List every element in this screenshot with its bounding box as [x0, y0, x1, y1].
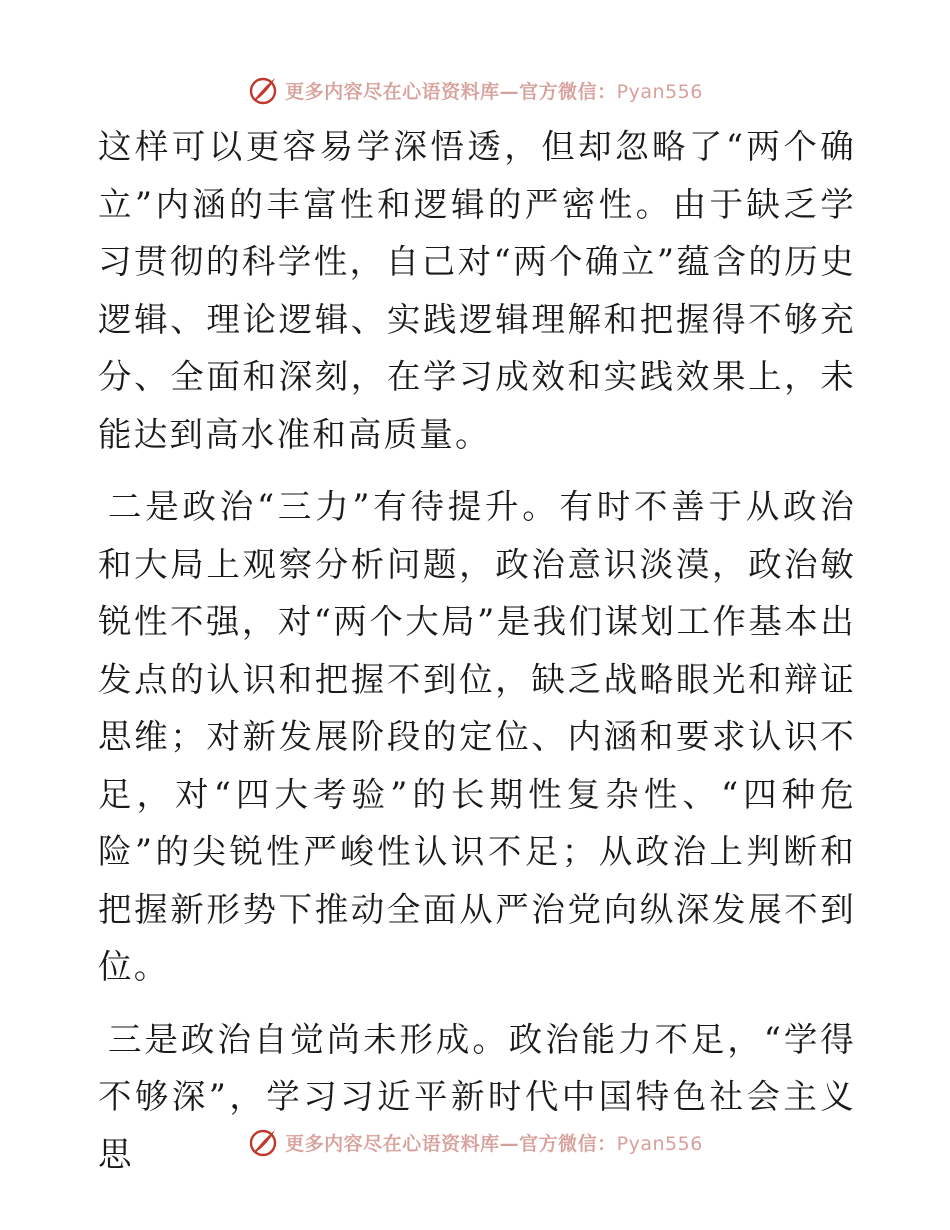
- document-body: [98, 118, 856, 1183]
- footer-watermark: [0, 1122, 950, 1162]
- watermark-text: 更多内容尽在心语资料库—官方微信：Pyan556: [285, 80, 703, 103]
- watermark-text: 更多内容尽在心语资料库—官方微信：Pyan556: [285, 1132, 703, 1155]
- feather-pen-logo-icon: [247, 74, 279, 106]
- paragraph-political-three-forces: 二是政治“三力”有待提升。有时不善于从政治和大局上观察分析问题，政治意识淡漠，政治敏锐性不强，对“两个大局”是我们谋划工作基本出发点的认识和把握不到位，缺乏战略眼光和辩证思维；对新发展阶段的定位、内涵和要求认识不足，对“四大考验”的长期性复杂性、“四种危险”的尖锐性严峻性认识不足；从政治上判断和把握新形势下推动全面从严治党向纵深发展不到位。: [98, 487, 856, 986]
- header-watermark: [0, 70, 950, 110]
- paragraph-political-consciousness: 三是政治自觉尚未形成。政治能力不足，“学得不够深”，学习习近平新时代中国特色社会主义思: [98, 1019, 856, 1174]
- paragraph-continuation: 这样可以更容易学深悟透，但却忽略了“两个确立”内涵的丰富性和逻辑的严密性。由于缺乏学习贯彻的科学性，自己对“两个确立”蕴含的历史逻辑、理论逻辑、实践逻辑理解和把握得不够充分、全面和深刻，在学习成效和实践效果上，未能达到高水准和高质量。: [98, 127, 856, 454]
- feather-pen-logo-icon: [247, 1126, 279, 1158]
